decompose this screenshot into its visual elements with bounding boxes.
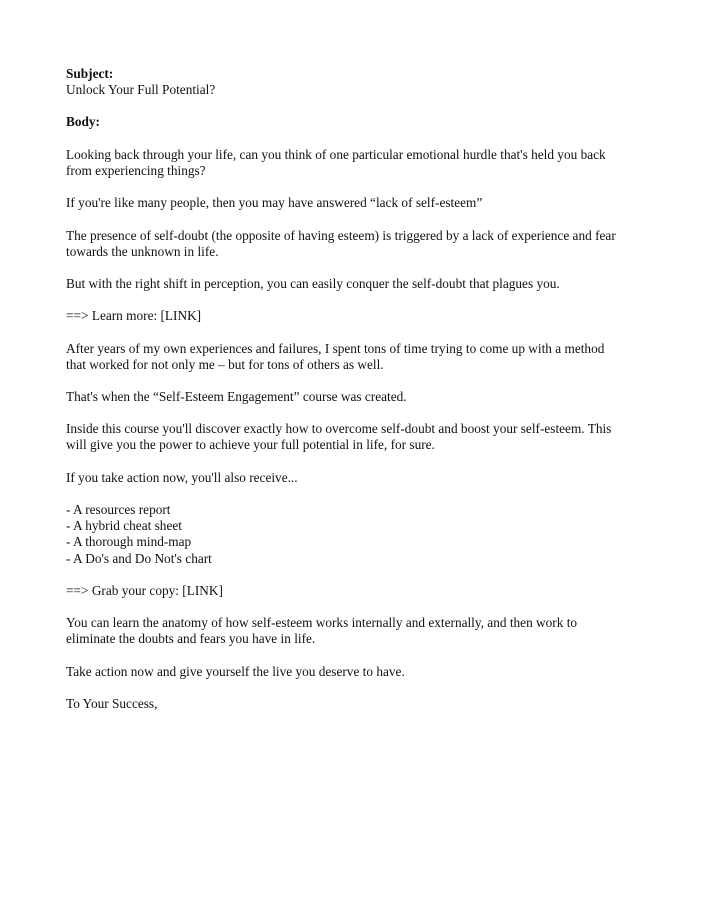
list-item: - A hybrid cheat sheet: [66, 518, 182, 534]
text-line: that worked for not only me – but for tons of others as well.: [66, 356, 384, 372]
paragraph-course-created: [66, 389, 616, 405]
signoff-text: To Your Success,: [66, 695, 158, 711]
text-line: towards the unknown in life.: [66, 243, 219, 259]
text-line: Inside this course you'll discover exactly how to overcome self-doubt and boost your self-esteem. This: [66, 421, 612, 437]
text-line: After years of my own experiences and failures, I spent tons of time trying to come up with a method: [66, 340, 605, 356]
text-line: But with the right shift in perception, you can easily conquer the self-doubt that plagues you.: [66, 275, 560, 291]
text-line: If you're like many people, then you may have answered “lack of self-esteem”: [66, 195, 483, 211]
text-line: will give you the power to achieve your full potential in life, for sure.: [66, 437, 435, 453]
paragraph-answer: [66, 195, 616, 211]
text-line: Take action now and give yourself the live you deserve to have.: [66, 663, 405, 679]
cta-grab-copy[interactable]: ==> Grab your copy: [LINK]: [66, 582, 223, 598]
grab-copy-link[interactable]: [66, 583, 616, 599]
subject-label: Subject:: [66, 66, 114, 81]
body-label: Body:: [66, 114, 100, 130]
body-block: [66, 114, 616, 130]
email-document: [66, 66, 616, 728]
text-line: from experiencing things?: [66, 162, 206, 178]
text-line: Looking back through your life, can you think of one particular emotional hurdle that's held you back: [66, 146, 606, 162]
paragraph-take-action: [66, 664, 616, 680]
paragraph-intro: [66, 147, 616, 179]
paragraph-anatomy: [66, 615, 616, 647]
cta-learn-more[interactable]: ==> Learn more: [LINK]: [66, 308, 202, 324]
paragraph-bonus-intro: [66, 470, 616, 486]
paragraph-self-doubt: [66, 228, 616, 260]
subject-line: Unlock Your Full Potential?: [66, 82, 216, 98]
text-line: eliminate the doubts and fears you have in life.: [66, 631, 316, 647]
paragraph-experience: [66, 341, 616, 373]
text-line: The presence of self-doubt (the opposite of having esteem) is triggered by a lack of experience and fear: [66, 227, 616, 243]
subject-block: [66, 66, 616, 98]
bonus-list: [66, 502, 616, 567]
paragraph-course-inside: [66, 421, 616, 453]
text-line: That's when the “Self-Esteem Engagement” course was created.: [66, 389, 407, 404]
learn-more-link[interactable]: [66, 308, 616, 324]
list-item: - A resources report: [66, 502, 171, 518]
list-item: - A Do's and Do Not's chart: [66, 550, 212, 566]
paragraph-perception: [66, 276, 616, 292]
text-line: If you take action now, you'll also receive...: [66, 469, 298, 485]
text-line: You can learn the anatomy of how self-esteem works internally and externally, and then work to: [66, 615, 578, 631]
list-item: - A thorough mind-map: [66, 534, 192, 550]
signoff: [66, 696, 616, 712]
